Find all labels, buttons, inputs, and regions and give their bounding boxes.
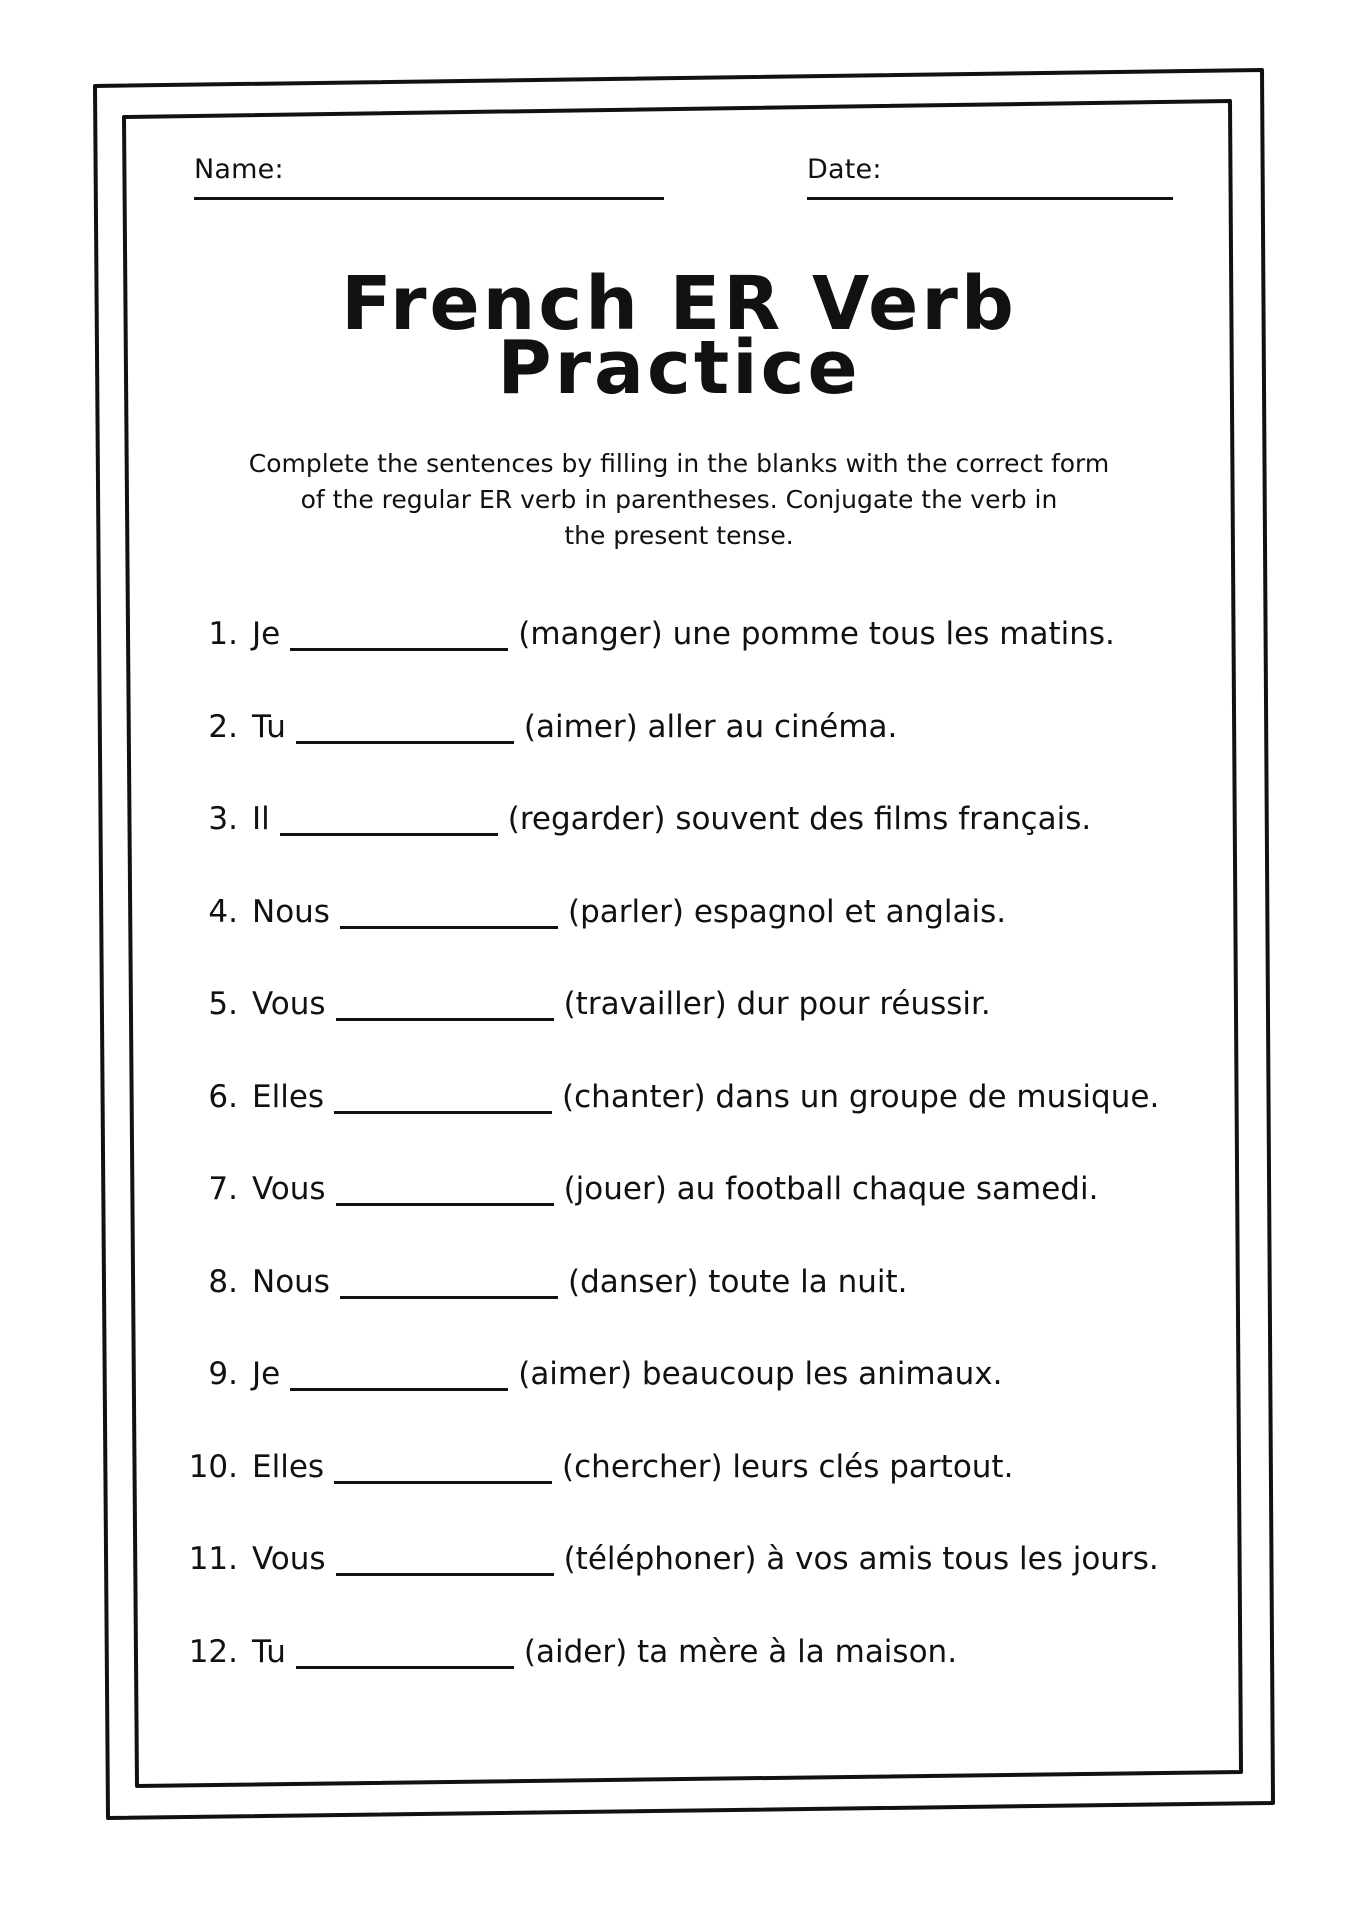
question-6 [180, 1075, 1200, 1168]
question-subject: Il [252, 801, 270, 837]
date-field[interactable] [807, 150, 1173, 200]
answer-blank-7[interactable] [336, 1167, 554, 1206]
question-9 [180, 1352, 1200, 1445]
answer-blank-6[interactable] [334, 1075, 552, 1114]
question-text: (aimer) beaucoup les animaux. [518, 1356, 1003, 1392]
question-number: 1. [208, 616, 238, 652]
question-number: 7. [208, 1171, 238, 1207]
question-text: (danser) toute la nuit. [567, 1263, 908, 1300]
title-line-2: Practice [497, 325, 861, 411]
question-subject: Elles [252, 1448, 325, 1485]
question-7 [180, 1167, 1200, 1260]
answer-blank-1[interactable] [290, 612, 508, 651]
question-subject: Vous [252, 986, 326, 1022]
question-subject: Tu [252, 708, 286, 745]
question-number: 11. [188, 1541, 238, 1577]
date-line [807, 197, 1173, 200]
question-12 [180, 1630, 1200, 1723]
answer-blank-12[interactable] [296, 1630, 514, 1669]
question-subject: Vous [252, 1541, 326, 1577]
question-number: 4. [208, 893, 238, 930]
question-text: (chercher) leurs clés partout. [562, 1448, 1014, 1485]
question-11 [180, 1537, 1200, 1630]
worksheet-title [0, 261, 1358, 411]
question-subject: Nous [252, 893, 330, 930]
instructions-line-1: Complete the sentences by filling in the blanks with the correct form [248, 449, 1110, 478]
question-subject: Tu [252, 1633, 286, 1670]
question-text: (aimer) aller au cinéma. [523, 708, 898, 745]
question-5 [180, 982, 1200, 1075]
question-number: 6. [208, 1078, 238, 1115]
name-label: Name: [194, 154, 284, 185]
question-number: 5. [208, 986, 238, 1022]
question-number: 9. [208, 1356, 238, 1392]
name-line [194, 197, 664, 200]
answer-blank-8[interactable] [340, 1260, 558, 1299]
question-8 [180, 1260, 1200, 1353]
answer-blank-3[interactable] [280, 797, 498, 836]
question-text: (regarder) souvent des films français. [507, 801, 1092, 837]
answer-blank-4[interactable] [340, 890, 558, 929]
instructions-line-2: of the regular ER verb in parentheses. Conjugate the verb in [300, 485, 1058, 514]
question-subject: Nous [252, 1263, 330, 1300]
question-4 [180, 890, 1200, 983]
question-text: (manger) une pomme tous les matins. [518, 616, 1115, 652]
instructions [200, 446, 1158, 554]
answer-blank-5[interactable] [336, 982, 554, 1021]
date-label: Date: [807, 154, 882, 185]
answer-blank-9[interactable] [290, 1352, 508, 1391]
title-line-1: French ER Verb [341, 261, 1017, 347]
question-text: (parler) espagnol et anglais. [567, 893, 1007, 930]
question-text: (chanter) dans un groupe de musique. [562, 1078, 1160, 1115]
question-subject: Je [252, 616, 281, 652]
answer-blank-10[interactable] [334, 1445, 552, 1484]
question-number: 8. [208, 1263, 238, 1300]
question-10 [180, 1445, 1200, 1538]
question-number: 3. [208, 801, 238, 837]
question-number: 12. [188, 1633, 238, 1670]
question-number: 10. [188, 1448, 238, 1485]
question-number: 2. [208, 708, 238, 745]
question-subject: Je [252, 1356, 281, 1392]
question-3 [180, 797, 1200, 890]
question-1 [180, 612, 1200, 705]
question-subject: Vous [252, 1171, 326, 1207]
instructions-line-3: the present tense. [564, 521, 794, 550]
name-field[interactable] [194, 150, 664, 200]
question-text: (téléphoner) à vos amis tous les jours. [563, 1541, 1159, 1577]
question-text: (travailler) dur pour réussir. [563, 986, 991, 1022]
question-text: (aider) ta mère à la maison. [523, 1633, 958, 1670]
question-list [180, 612, 1200, 1722]
answer-blank-2[interactable] [296, 705, 514, 744]
answer-blank-11[interactable] [336, 1537, 554, 1576]
question-subject: Elles [252, 1078, 325, 1115]
question-text: (jouer) au football chaque samedi. [563, 1171, 1099, 1207]
question-2 [180, 705, 1200, 798]
